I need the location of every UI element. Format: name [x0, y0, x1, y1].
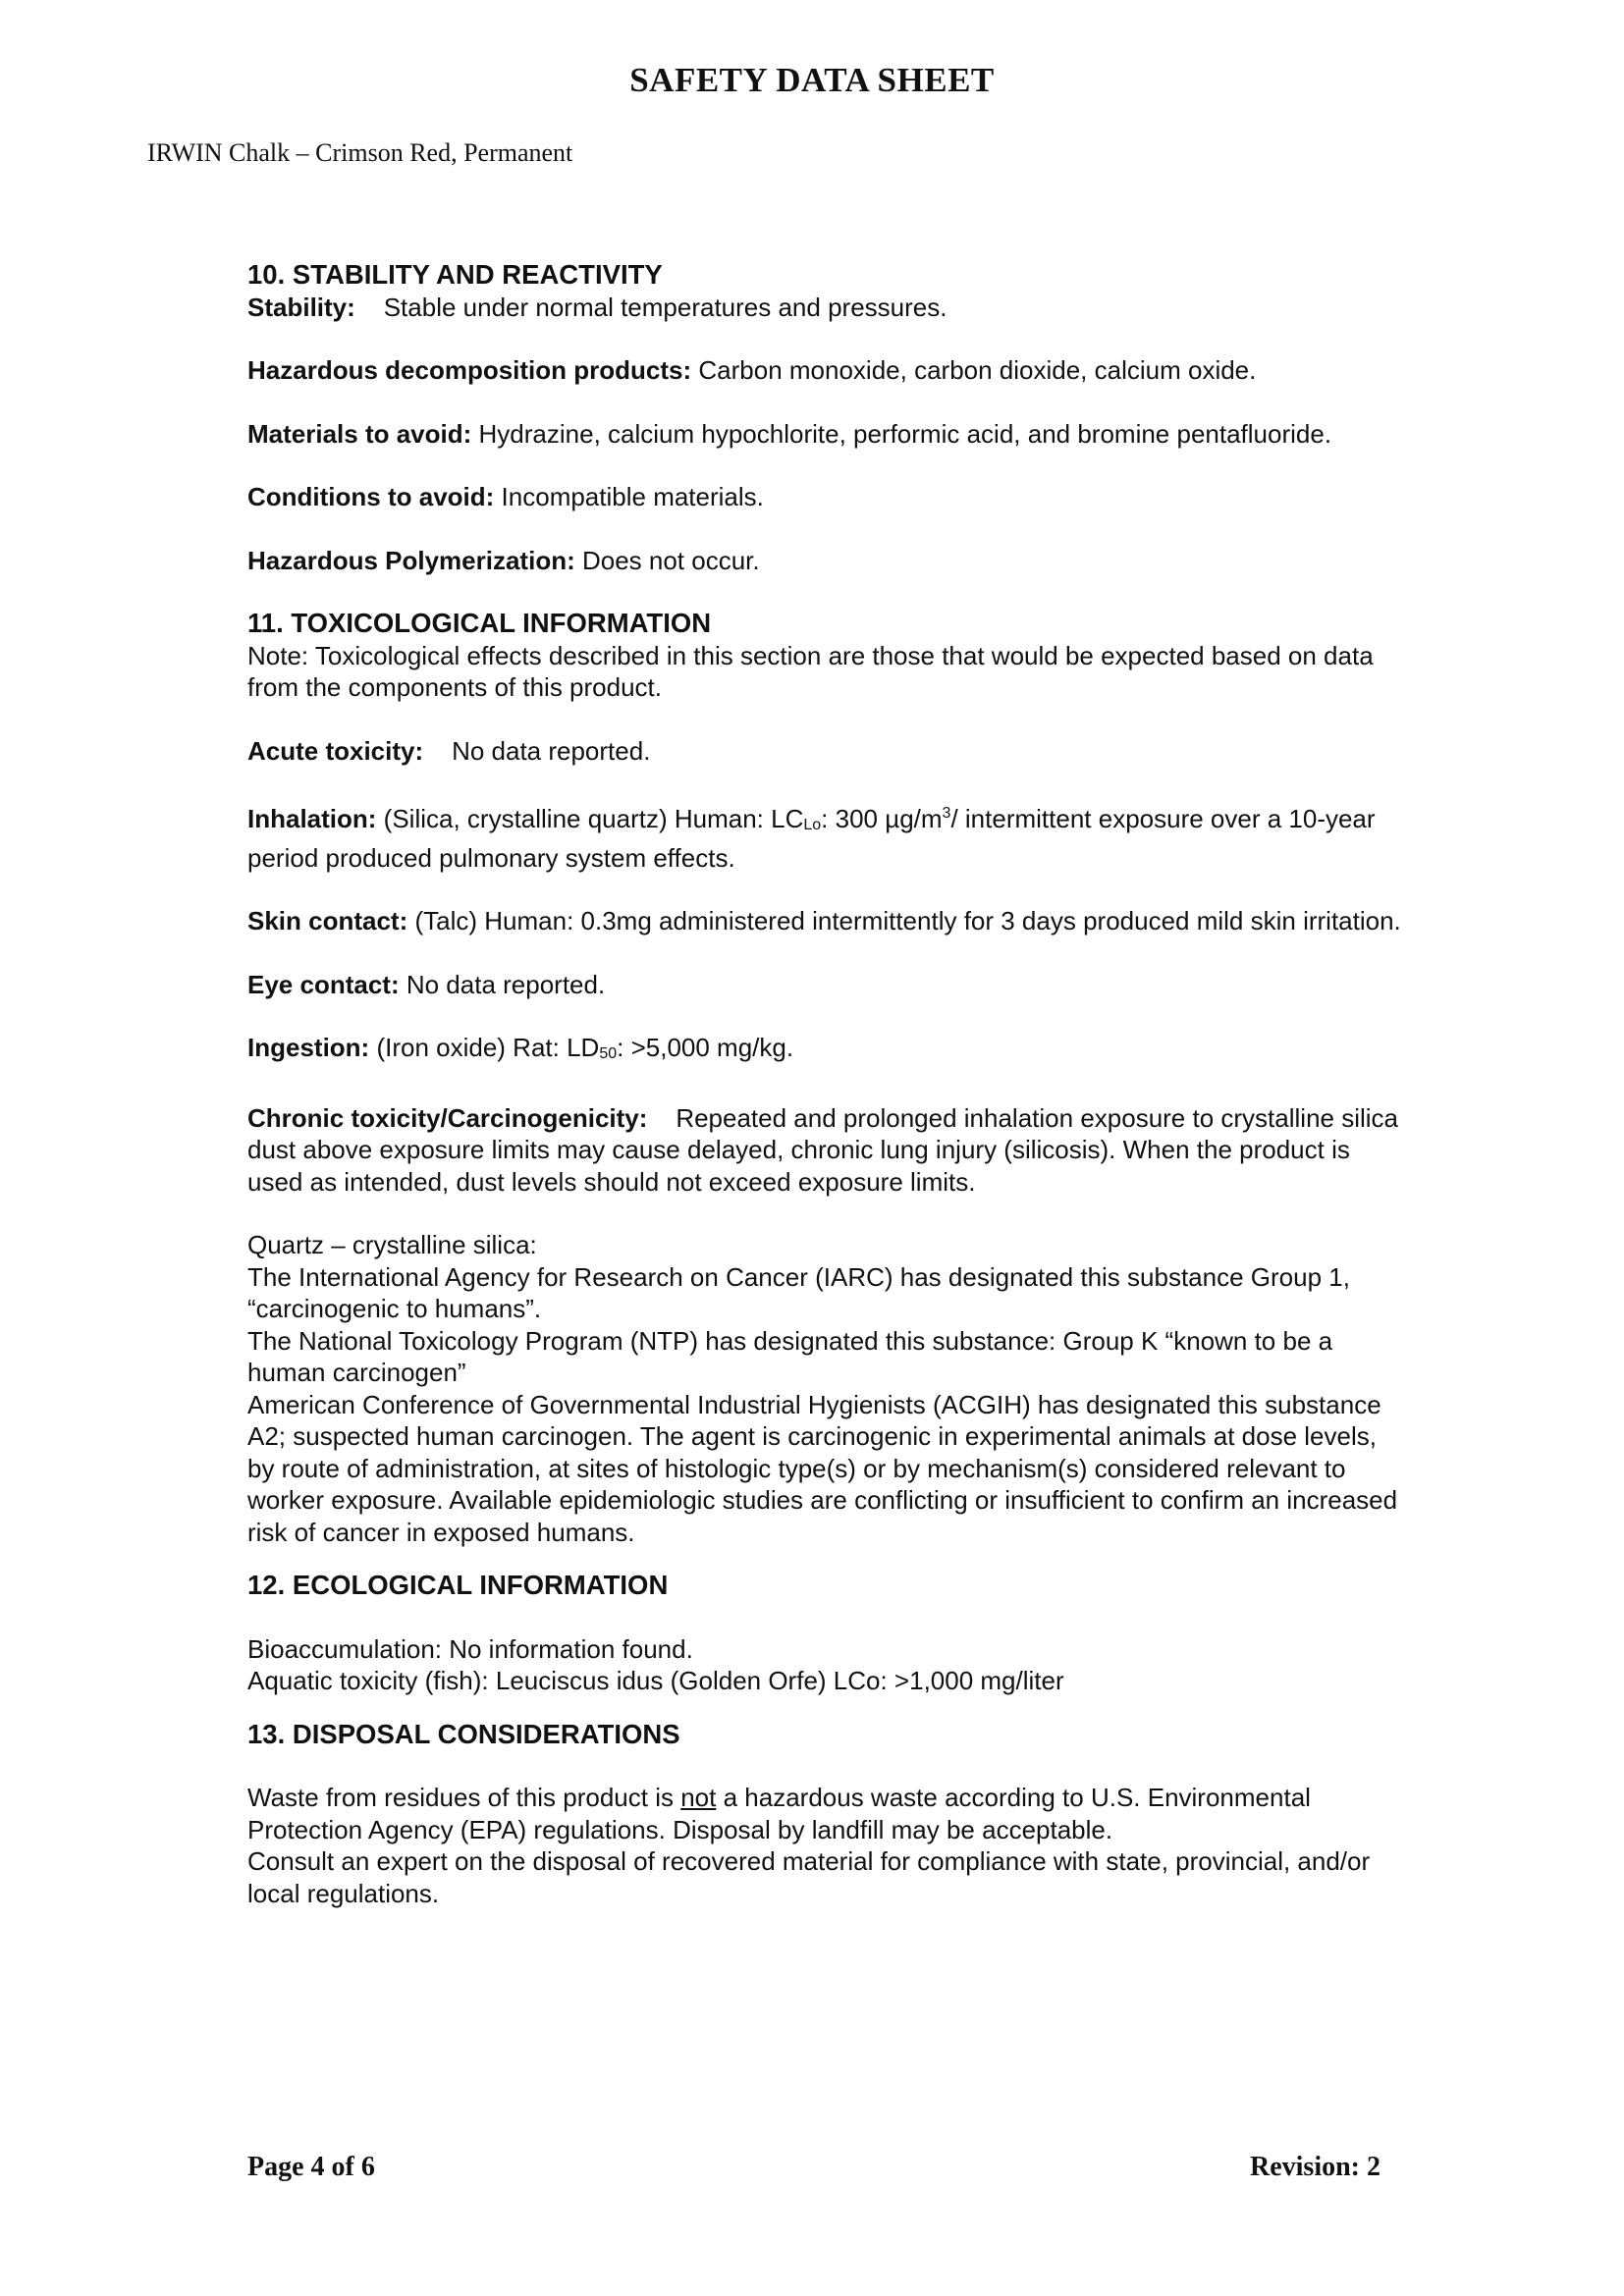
polymerization-text: Does not occur.: [581, 545, 760, 575]
section-10-heading: 10. STABILITY AND REACTIVITY: [247, 259, 663, 290]
decomposition-text: Carbon monoxide, carbon dioxide, calcium oxide.: [698, 355, 1257, 385]
product-name: IRWIN Chalk – Crimson Red, Permanent: [147, 138, 573, 167]
aquatic-toxicity-line: Aquatic toxicity (fish): Leuciscus idus (Golden Orfe) LCo: >1,000 mg/liter: [247, 1666, 1064, 1695]
iarc-line: The International Agency for Research on Cancer (IARC) has designated this substance Group 1, “carcinogenic to humans”.: [247, 1261, 1350, 1323]
ingestion-text-b: : >5,000 mg/kg.: [617, 1033, 794, 1062]
ingestion-label: Ingestion:: [247, 1033, 370, 1062]
chronic-toxicity-label: Chronic toxicity/Carcinogenicity:: [247, 1102, 648, 1133]
ntp-line: The National Toxicology Program (NTP) has designated this substance: Group K “known to be a human carcinogen”: [247, 1325, 1333, 1387]
chronic-toxicity-paragraph: [247, 1102, 1406, 1199]
conditions-avoid-label: Conditions to avoid:: [247, 482, 495, 511]
document-title: SAFETY DATA SHEET: [629, 61, 995, 99]
skin-contact-paragraph: [247, 905, 1406, 937]
ingestion-text-a: (Iron oxide) Rat: LD: [376, 1033, 600, 1062]
waste-text-a: Waste from residues of this product is: [247, 1783, 674, 1812]
polymerization-paragraph: [247, 545, 1406, 577]
toxicology-note: Note: Toxicological effects described in this section are those that would be expected based on data from the components of this product.: [247, 640, 1374, 702]
waste-paragraph: [247, 1782, 1406, 1845]
conditions-avoid-text: Incompatible materials.: [501, 482, 764, 511]
acgih-line: American Conference of Governmental Industrial Hygienists (ACGIH) has designated this substance A2; suspected human carcinogen. The agent is carcinogenic in experimental animals at dose levels, by route of administration, at sites of histologic type(s) or by mechanism(s) considered relevant to worker exposure. Available epidemiologic studies are conflicting or insufficient to confirm an increased risk of cancer in exposed humans.: [247, 1389, 1398, 1547]
waste-text-b: a hazardous waste according to U.S. Environmental Protection Agency (EPA) regulations. Disposal by landfill may be acceptable.: [247, 1783, 1311, 1844]
acute-toxicity-label: Acute toxicity:: [247, 735, 424, 766]
waste-not-underlined: not: [680, 1783, 717, 1812]
section-12-heading: 12. ECOLOGICAL INFORMATION: [247, 1570, 669, 1600]
polymerization-label: Hazardous Polymerization:: [247, 545, 575, 575]
section-11-heading: 11. TOXICOLOGICAL INFORMATION: [247, 608, 712, 638]
decomposition-label: Hazardous decomposition products:: [247, 355, 692, 385]
acute-toxicity-paragraph: [247, 735, 1406, 768]
chronic-toxicity-text: Repeated and prolonged inhalation exposure to crystalline silica dust above exposure limits may cause delayed, chronic lung injury (silicosis). When the product is used as intended, dust levels should not exceed exposure limits.: [247, 1102, 1399, 1197]
ingestion-paragraph: [247, 1032, 1406, 1071]
eye-contact-text: No data reported.: [406, 969, 606, 999]
materials-avoid-text: Hydrazine, calcium hypochlorite, performic acid, and bromine pentafluoride.: [478, 418, 1332, 449]
skin-contact-label: Skin contact:: [247, 906, 408, 935]
section-13-heading: 13. DISPOSAL CONSIDERATIONS: [247, 1718, 680, 1749]
eye-contact-label: Eye contact:: [247, 969, 400, 999]
ingestion-subscript: 50: [599, 1045, 618, 1062]
quartz-heading-line: Quartz – crystalline silica:: [247, 1230, 537, 1259]
skin-contact-text: (Talc) Human: 0.3mg administered intermittently for 3 days produced mild skin irritation.: [414, 906, 1401, 935]
inhalation-label: Inhalation:: [247, 804, 377, 833]
inhalation-superscript: 3: [942, 805, 951, 822]
inhalation-text-a: (Silica, crystalline quartz) Human: LC: [383, 804, 804, 833]
bioaccumulation-line: Bioaccumulation: No information found.: [247, 1633, 693, 1664]
consult-paragraph: Consult an expert on the disposal of recovered material for compliance with state, provincial, and/or local regulations.: [247, 1846, 1371, 1908]
page-number: Page 4 of 6: [247, 2152, 375, 2182]
inhalation-text-b: : 300 µg/m: [821, 804, 943, 833]
stability-label: Stability:: [247, 292, 355, 322]
inhalation-paragraph: [247, 798, 1406, 874]
decomposition-paragraph: [247, 354, 1406, 387]
inhalation-subscript: Lo: [803, 817, 822, 833]
document-body: [247, 259, 1406, 1909]
eye-contact-paragraph: [247, 969, 1406, 1001]
stability-text: Stable under normal temperatures and pressures.: [383, 292, 947, 322]
acute-toxicity-text: No data reported.: [452, 735, 651, 766]
materials-avoid-label: Materials to avoid:: [247, 418, 472, 449]
revision-number: Revision: 2: [1250, 2152, 1380, 2182]
conditions-avoid-paragraph: [247, 481, 1406, 513]
stability-paragraph: [247, 292, 1406, 324]
inhalation-text-c: / intermittent exposure over a 10-year period produced pulmonary system effects.: [247, 804, 1376, 873]
materials-avoid-paragraph: [247, 418, 1406, 451]
